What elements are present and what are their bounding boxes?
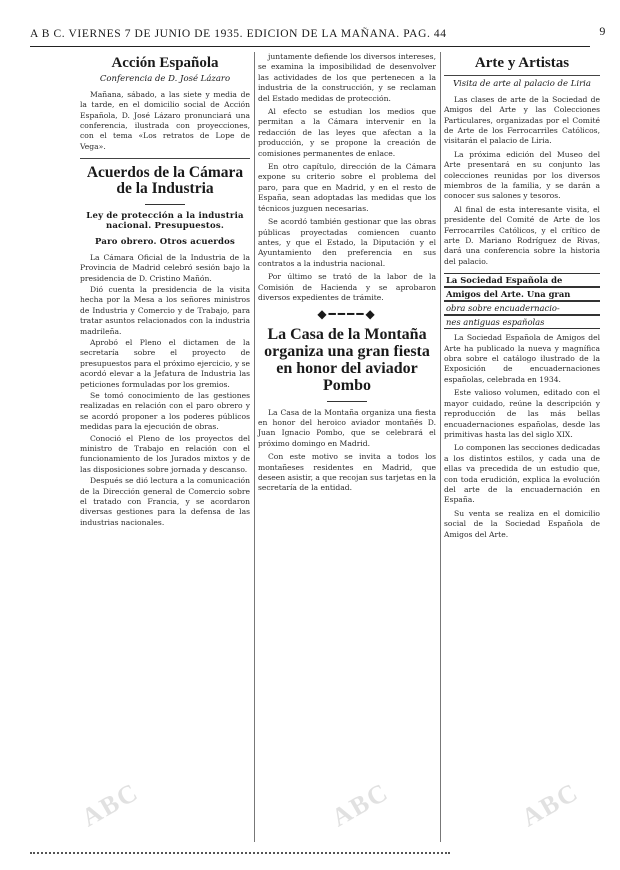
boxed-heading-line: nes antiguas españolas	[444, 315, 600, 329]
article-separator	[80, 158, 250, 159]
title-rule	[444, 75, 600, 76]
article-paragraph: La Cámara Oficial de la Industria de la Provincia de Madrid celebró sesión bajo la presidencia de D. Cristino Mañón.	[80, 252, 250, 283]
article-paragraph: Su venta se realiza en el domicilio social de la Sociedad Española de Amigos del Arte.	[444, 508, 600, 539]
article-paragraph: Mañana, sábado, a las siete y media de la tarde, en el domicilio social de Acción Española, D. José Lázaro pronunciará una conferencia, ilustrada con proyecciones, con el tema «Los retratos de Lope de Vega».	[80, 89, 250, 151]
article-paragraph: Este valioso volumen, editado con el mayor cuidado, reúne la descripción y reproducción de las más bellas encuadernaciones españolas, desde las primitivas hasta las del siglo XIX.	[444, 388, 600, 439]
header-rule	[30, 46, 590, 47]
abc-watermark: ABC	[326, 776, 394, 833]
article-subtitle: Conferencia de D. José Lázaro	[99, 73, 231, 84]
article-paragraph: Se tomó conocimiento de las gestiones realizadas en relación con el paro obrero y se acordó proponer a los poderes públicos medidas para la ejecución de obras.	[80, 391, 250, 432]
article-paragraph: Se acordó también gestionar que las obras públicas proyectadas comiencen cuanto antes, y que el Estado, la Diputación y el Ayuntamiento den preferencia en sus contratos a la industria nacional.	[258, 217, 436, 268]
article-paragraph: Lo componen las secciones dedicadas a los distintos estilos, y cada una de ellas va precedida de un estudio que, con toda erudición, explica la evolución del arte de la encuadernación en España.	[444, 443, 600, 505]
article-paragraph: La Casa de la Montaña organiza una fiesta en honor del heroico aviador montañés D. Juan Ignacio Pombo, que se celebrará el próximo domingo en Madrid.	[258, 407, 436, 448]
column-2	[258, 52, 436, 497]
article-paragraph: En otro capítulo, dirección de la Cámara expone su criterio sobre el problema del paro, para que en Madrid, y en el resto de España, sean adoptadas las medidas que los técnicos juzguen necesarias.	[258, 162, 436, 213]
column-divider	[440, 52, 441, 842]
ornament-divider: ◆━━━━◆	[317, 307, 377, 322]
article-deck-line: Paro obrero. Otros acuerdos	[95, 236, 235, 247]
article-paragraph: La Sociedad Española de Amigos del Arte ha publicado la nueva y magnífica obra sobre el catálogo ilustrado de la Exposición de encuadernaciones españolas, celebrada en 1934.	[444, 333, 600, 384]
article-paragraph: juntamente defiende los diversos intereses, se examina la imposibilidad de desenvolver las actividades de los que pertenecen a la industria de la construcción, y se reclaman del Estado medidas de protección.	[258, 52, 436, 103]
article-paragraph: Al final de esta interesante visita, el presidente del Comité de Arte de los Ferrocarriles Católicos, y el crítico de arte D. Mariano Rodríguez de Rivas, dará una conferencia sobre la historia del palacio.	[444, 204, 600, 266]
article-title-camara-industria: Acuerdos de la Cámara de la Industria	[86, 164, 244, 198]
article-paragraph: Aprobó el Pleno el dictamen de la secretaría sobre el proyecto de presupuestos para el próximo ejercicio, y se acordó elevar a la Jefatura de Industria las peticiones formuladas por los gremios.	[80, 337, 250, 389]
boxed-heading-line: Amigos del Arte. Una gran	[444, 287, 600, 301]
boxed-heading	[444, 273, 600, 329]
boxed-heading-line: La Sociedad Española de	[444, 273, 600, 287]
masthead-line: A B C. VIERNES 7 DE JUNIO DE 1935. EDICION DE LA MAÑANA. PAG. 44	[30, 28, 447, 40]
abc-watermark: ABC	[516, 776, 584, 833]
article-title-accion-espanola: Acción Española	[111, 55, 219, 71]
column-divider	[254, 52, 255, 842]
article-paragraph: Por último se trató de la labor de la Comisión de Hacienda y se aprobaron diversos expedientes de trámite.	[258, 272, 436, 302]
article-paragraph: Dió cuenta la presidencia de la visita hecha por la Mesa a los señores ministros de Industria y Comercio y de Trabajo, para tratar asuntos relacionados con la industria madrileña.	[80, 284, 250, 336]
article-paragraph: Después se dió lectura a la comunicación de la Dirección general de Comercio sobre el tratado con Francia, y se acordaron diversas gestiones para la defensa de las industrias nacionales.	[80, 476, 250, 527]
article-paragraph: Las clases de arte de la Sociedad de Amigos del Arte y las Colecciones Particulares, organizadas por el Comité de Arte de los Ferrocarriles Católicos, visitarán el palacio de Liria.	[444, 94, 600, 146]
article-paragraph: La próxima edición del Museo del Arte presentará en su conjunto las colecciones reunidas por los diversos miembros de la familia, y se darán a conocer sus salones y tesoros.	[444, 149, 600, 201]
column-1	[80, 52, 250, 529]
abc-watermark: ABC	[76, 776, 144, 833]
page-number: 9	[599, 24, 606, 38]
article-paragraph: Al efecto se estudian los medios que permitan a la Cámara intervenir en la redacción de las leyes que afectan a la producción, y se propone la creación de comisiones permanentes de enlace.	[258, 107, 436, 158]
article-title-arte-artistas: Arte y Artistas	[474, 55, 570, 71]
article-title-casa-montana: La Casa de la Montaña organiza una gran fiesta en honor del aviador Pombo	[264, 326, 430, 394]
bottom-print-strip	[30, 852, 450, 858]
title-rule	[145, 204, 185, 205]
boxed-heading-line: obra sobre encuadernacio-	[444, 301, 600, 315]
article-paragraph: Conoció el Pleno de los proyectos del ministro de Trabajo en relación con el funcionamiento de los Jurados mixtos y de las disposiciones sobre jornada y descanso.	[80, 433, 250, 474]
column-3	[444, 52, 600, 543]
article-subtitle: Visita de arte al palacio de Liria	[453, 78, 591, 89]
title-rule	[327, 401, 367, 402]
article-paragraph: Con este motivo se invita a todos los montañeses residentes en Madrid, que deseen asistir, a que recojan sus tarjetas en la secretaría de la entidad.	[258, 452, 436, 493]
article-deck-line: Ley de protección a la industria nacional. Presupuestos.	[86, 210, 244, 231]
page-header	[30, 24, 606, 46]
